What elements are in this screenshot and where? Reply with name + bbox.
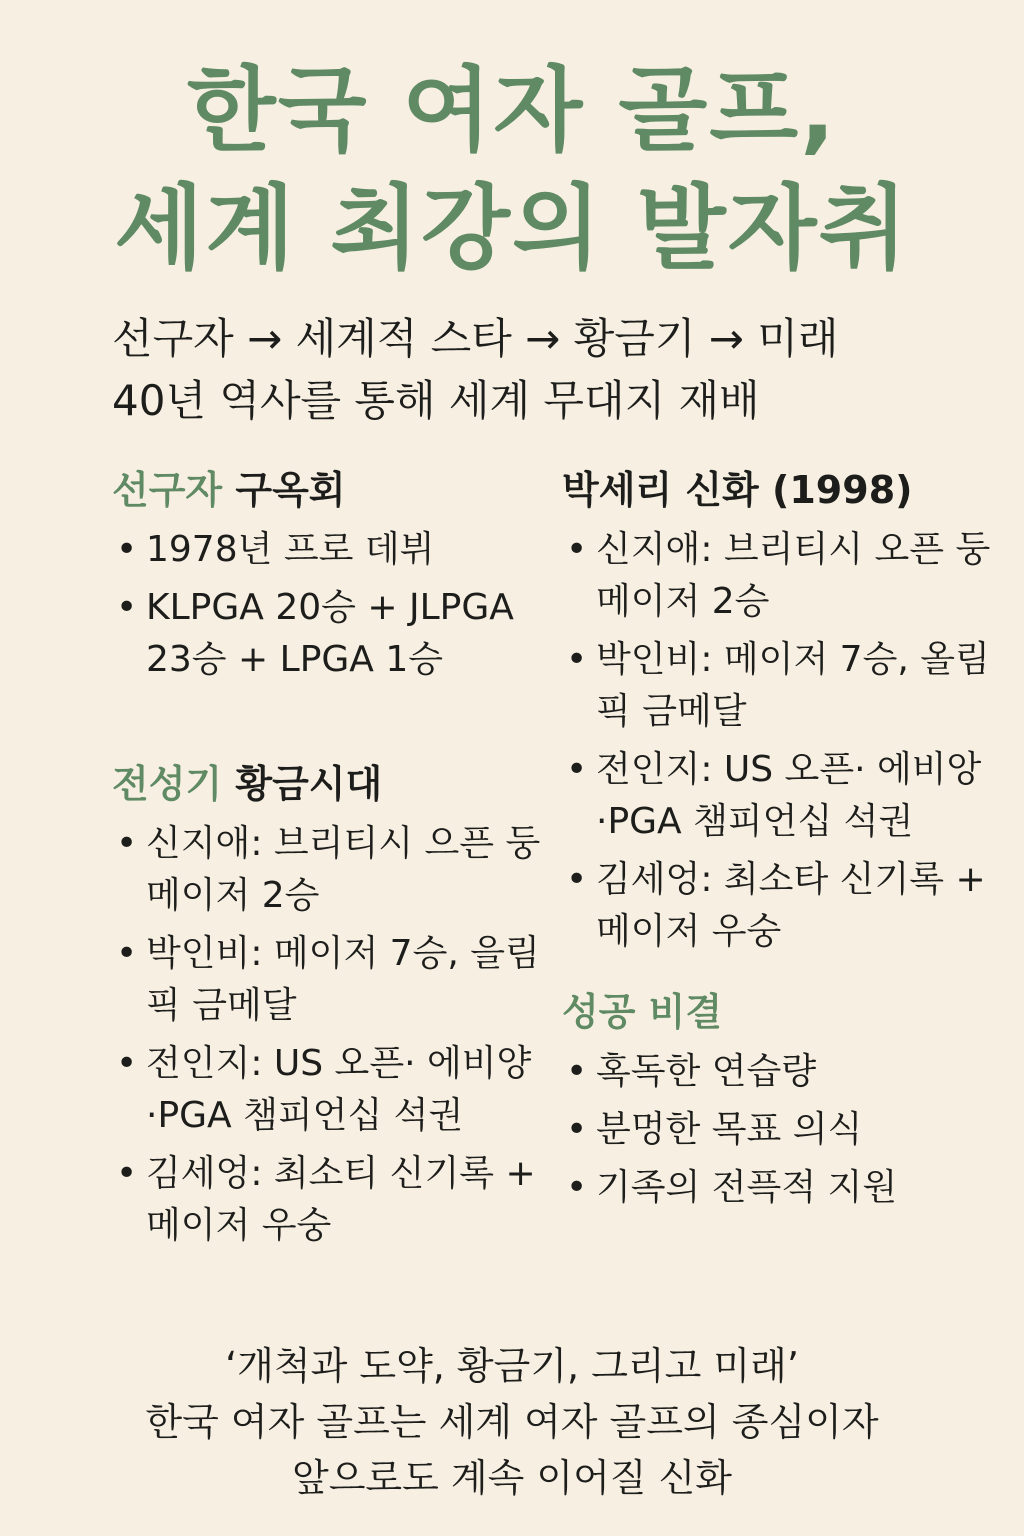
bullet-icon: • xyxy=(116,823,138,864)
footer-line-2: 한국 여자 골프는 세계 여자 골프의 종심이자 xyxy=(145,1400,879,1444)
pioneer-list xyxy=(112,524,542,686)
pak-seri-list xyxy=(562,524,1002,958)
subtitle-line-1: 선구자 → 세계적 스타 → 황금기 → 미래 xyxy=(112,314,839,363)
golden-heading-accent: 전성기 xyxy=(112,762,223,806)
list-item: • 박인비: 메이저 7승, 을림픽 금메달 xyxy=(112,928,542,1032)
footer-line-1: ‘개척과 도약, 황금기, 그리고 미래’ xyxy=(225,1344,799,1388)
list-item: • 분멍한 목표 의식 xyxy=(562,1104,1002,1156)
pak-seri-heading: 박세리 신화 (1998) xyxy=(562,468,913,512)
bullet-icon: • xyxy=(566,529,588,570)
golden-heading-rest: 황금시대 xyxy=(222,762,383,806)
list-item: • 신지애: 브리티시 오픈 둥 메이저 2승 xyxy=(562,524,1002,628)
list-item: • 김세엉: 최소티 신기록 + 메이저 우숭 xyxy=(112,1148,542,1252)
pioneer-heading-accent: 선구자 xyxy=(112,468,223,512)
list-item: • 전인지: US 오픈· 에비양·PGA 챔피언십 석권 xyxy=(112,1038,542,1142)
bullet-icon: • xyxy=(566,1109,588,1150)
bullet-icon: • xyxy=(116,1043,138,1084)
right-column xyxy=(562,462,1002,1214)
bullet-icon: • xyxy=(116,529,138,570)
success-secret-list xyxy=(562,1046,1002,1214)
closing-quote xyxy=(0,1338,1024,1506)
list-item: • 기족의 전픅적 지원 xyxy=(562,1162,1002,1214)
page-title xyxy=(0,52,1024,288)
list-item: • 전인지: US 오픈· 에비앙·PGA 챔피언십 석권 xyxy=(562,744,1002,848)
bullet-icon: • xyxy=(116,1153,138,1194)
pioneer-heading xyxy=(112,462,542,518)
list-item: • 박인비: 메이저 7승, 올림픽 금메달 xyxy=(562,634,1002,738)
title-line-1: 한국 여자 골프, xyxy=(186,57,838,164)
pioneer-heading-rest: 구옥회 xyxy=(222,468,346,512)
subtitle-line-2: 40년 역사를 통해 세계 무대지 재배 xyxy=(112,376,760,425)
left-column xyxy=(112,462,542,1252)
bullet-icon: • xyxy=(566,749,588,790)
list-item: • KLPGA 20승 + JLPGA 23승 + LPGA 1승 xyxy=(112,582,542,686)
list-item: • 1978년 프로 데뷔 xyxy=(112,524,542,576)
bullet-icon: • xyxy=(566,1167,588,1208)
bullet-icon: • xyxy=(566,859,588,900)
list-item: • 혹독한 연습량 xyxy=(562,1046,1002,1098)
bullet-icon: • xyxy=(116,587,138,628)
success-secret-heading: 성공 비결 xyxy=(562,990,723,1034)
footer-line-3: 앞으로도 계속 이어질 신화 xyxy=(291,1456,733,1500)
title-line-2: 세계 최강의 발자취 xyxy=(114,175,910,282)
list-item: • 신지애: 브리티시 으픈 둥 메이저 2승 xyxy=(112,818,542,922)
subtitle xyxy=(112,308,972,432)
golden-age-heading xyxy=(112,756,542,812)
bullet-icon: • xyxy=(116,933,138,974)
bullet-icon: • xyxy=(566,639,588,680)
list-item: • 김세엉: 최소타 신기록 + 메이저 우숭 xyxy=(562,854,1002,958)
bullet-icon: • xyxy=(566,1051,588,1092)
golden-age-list xyxy=(112,818,542,1252)
